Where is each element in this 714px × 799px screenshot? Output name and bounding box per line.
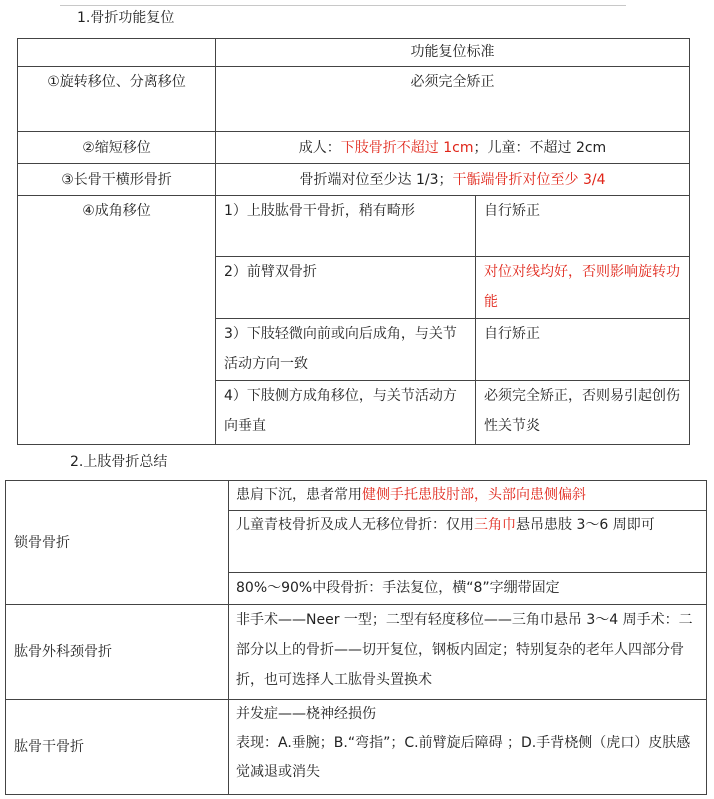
shortening-adult-limit: 下肢骨折不超过 1cm — [340, 139, 474, 156]
clavicle-sign-text: 患肩下沉，患者常用 — [236, 487, 362, 503]
row-label-lateral: ③长骨干横形骨折 — [18, 164, 216, 196]
clavicle-treatment-text: 儿童青枝骨折及成人无移位骨折：仅用 — [236, 517, 474, 533]
section2-heading: 2.上肢骨折总结 — [70, 454, 168, 470]
shaft-complication: 并发症——桡神经损伤 — [236, 706, 376, 722]
angular-result-2: 对位对线均好，否则影响旋转功能 — [476, 257, 690, 319]
clavicle-line-3: 80%～90%中段骨折：手法复位，横“8”字绷带固定 — [229, 573, 707, 605]
angular-case-2: 2）前臂双骨折 — [216, 257, 476, 319]
clavicle-line-1 — [229, 481, 707, 511]
shaft-manifestation: 表现：A.垂腕；B.“弯指”；C.前臂旋后障碍 ；D.手背桡侧（虎口）皮肤感觉减退或消失 — [236, 735, 691, 780]
surgical-neck-label: 肱骨外科颈骨折 — [6, 605, 229, 700]
row-standard-lateral — [216, 164, 690, 196]
clavicle-sling-highlight: 三角巾 — [474, 517, 516, 533]
top-rule — [60, 5, 626, 6]
clavicle-label: 锁骨骨折 — [6, 481, 229, 605]
table-row — [6, 700, 707, 795]
angular-result-4: 必须完全矫正，否则易引起创伤性关节炎 — [476, 381, 690, 445]
reduction-standards-table — [17, 38, 690, 445]
surgical-neck-text: 非手术——Neer 一型；二型有轻度移位——三角巾悬吊 3～4 周手术：二部分以上的骨折——切开复位，钢板内固定；特别复杂的老年人四部分骨折，也可选择人工肱骨头置换术 — [229, 605, 707, 700]
lateral-metaphysis: 干骺端骨折对位至少 3/4 — [452, 171, 606, 188]
row-label-rotation: ①旋转移位、分离移位 — [18, 67, 216, 132]
table-header-row — [18, 39, 690, 67]
header-standard: 功能复位标准 — [216, 39, 690, 67]
angular-case-3: 3）下肢轻微向前或向后成角，与关节活动方向一致 — [216, 319, 476, 381]
table-row — [6, 605, 707, 700]
table-row — [6, 481, 707, 511]
row-standard-rotation: 必须完全矫正 — [216, 67, 690, 132]
shaft-text — [229, 700, 707, 795]
angular-result-3: 自行矫正 — [476, 319, 690, 381]
clavicle-duration-text: 悬吊患肢 3～6 周即可 — [516, 517, 655, 533]
shortening-adult: 成人： — [298, 139, 341, 156]
row-standard-shortening — [216, 132, 690, 164]
row-label-shortening: ②缩短移位 — [18, 132, 216, 164]
header-empty-cell — [18, 39, 216, 67]
table-row — [18, 196, 690, 257]
angular-result-1: 自行矫正 — [476, 196, 690, 257]
clavicle-sign-highlight: 健侧手托患肢肘部，头部向患侧偏斜 — [362, 487, 586, 503]
lateral-shaft: 骨折端对位至少达 1/3； — [299, 171, 453, 188]
clavicle-line-2 — [229, 511, 707, 573]
row-label-angular: ④成角移位 — [18, 196, 216, 445]
table-row — [18, 132, 690, 164]
shortening-child: ；儿童：不超过 2cm — [473, 139, 607, 156]
shaft-label: 肱骨干骨折 — [6, 700, 229, 795]
angular-case-1: 1）上肢肱骨干骨折，稍有畸形 — [216, 196, 476, 257]
angular-case-4: 4）下肢侧方成角移位，与关节活动方向垂直 — [216, 381, 476, 445]
table-row — [18, 67, 690, 132]
section1-heading: 1.骨折功能复位 — [77, 10, 175, 26]
table-row — [18, 164, 690, 196]
upper-limb-fracture-table — [5, 480, 707, 795]
